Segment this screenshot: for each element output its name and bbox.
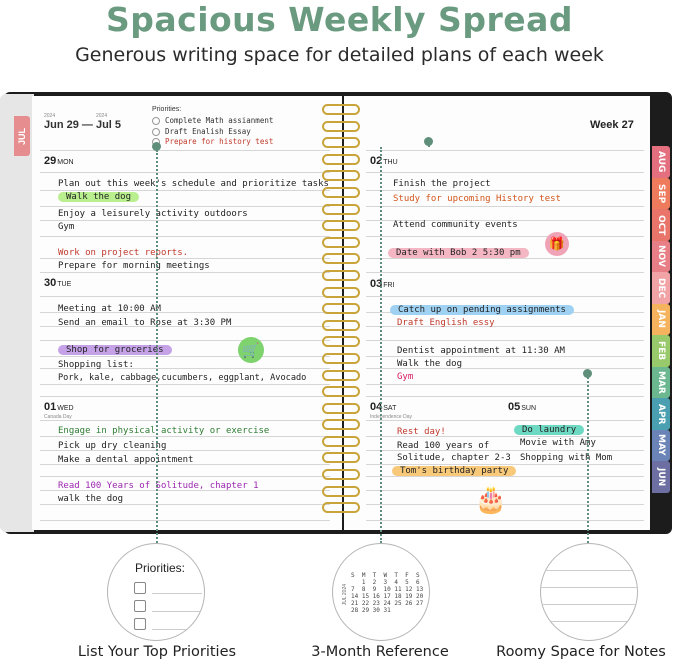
holiday-note: Independence Day: [370, 414, 412, 420]
priority-item[interactable]: Prepare for history test: [152, 137, 273, 146]
ruled-line: [40, 504, 330, 505]
day-label-thu: 02THU: [370, 155, 398, 167]
checkbox-icon: [134, 582, 146, 594]
entry: Send an email to Rose at 3:30 PM: [58, 318, 232, 328]
month-tab-may[interactable]: MAY: [652, 430, 670, 462]
spiral-ring: [322, 370, 360, 381]
priorities-title: Priorities:: [152, 106, 182, 113]
entry: Plan out this week's schedule and prioritize tasks: [58, 179, 329, 189]
entry: Gym: [397, 372, 414, 382]
ruled-line: [40, 420, 330, 421]
entry: walk the dog: [58, 494, 124, 504]
month-tab-oct[interactable]: OCT: [652, 209, 670, 241]
ruled-line: [40, 436, 330, 437]
spiral-ring: [322, 121, 360, 132]
entry: Tom's birthday party: [392, 466, 516, 476]
entry: Meeting at 10:00 AM: [58, 304, 161, 314]
ruled-line: [40, 206, 330, 207]
entry: Dentist appointment at 11:30 AM: [397, 346, 565, 356]
zoom-calendar: [332, 543, 430, 641]
zoom-priorities: [107, 543, 205, 641]
spiral-binding: [322, 104, 362, 524]
ruled-line: [40, 150, 330, 151]
month-tab-sep[interactable]: SEP: [652, 178, 670, 210]
gift-icon: 🎁: [545, 232, 569, 256]
month-tab-aug[interactable]: AUG: [652, 146, 670, 178]
entry: Do laundry: [514, 425, 584, 435]
ruled-line: [40, 340, 330, 341]
shopping-cart-icon: 🛒: [238, 337, 264, 363]
year-small: 2024: [44, 113, 56, 119]
zoom-notes: [540, 543, 638, 641]
spiral-ring: [322, 270, 360, 281]
ruled-line: [366, 150, 644, 151]
month-tabs: [652, 146, 670, 493]
ruled-line: [366, 384, 644, 385]
ruled-line: [40, 172, 330, 173]
writing-line: [152, 629, 202, 630]
entry: Pork, kale, cabbage,cucumbers, eggplant, Avocado: [58, 373, 307, 383]
entry: Enjoy a leisurely activity outdoors: [58, 209, 248, 219]
checkbox-icon[interactable]: [152, 117, 160, 125]
month-tab-jan[interactable]: JAN: [652, 304, 670, 336]
entry: Finish the project: [393, 179, 491, 189]
ruled-line: [40, 384, 330, 385]
day-label-sun: 05SUN: [508, 401, 537, 413]
callout-line: [587, 377, 589, 543]
entry: Draft English essy: [397, 318, 495, 328]
month-tab-apr[interactable]: APR: [652, 398, 670, 430]
ruled-line: [40, 296, 330, 297]
month-tab-dec[interactable]: DEC: [652, 272, 670, 304]
page-title: Spacious Weekly Spread: [105, 0, 573, 39]
callout-line: [380, 147, 382, 543]
ruled-line: [366, 206, 644, 207]
spiral-ring: [322, 386, 360, 397]
writing-line: [541, 587, 638, 588]
entry: Shop for groceries: [58, 345, 172, 355]
writing-line: [541, 570, 638, 571]
entry: Read 100 years of: [397, 441, 490, 451]
entry: Read 100 Years of Solitude, chapter 1: [58, 481, 259, 491]
day-label-tue: 30TUE: [44, 277, 72, 289]
zoom-calendar-grid: S M T W T F S 1 2 3 4 5 6 7 8 9 10 11 12 13 14 15 16 17 18 19 20 21 22 23 24 25 26 27 28 29 30 31: [351, 572, 424, 614]
month-tab-nov[interactable]: NOV: [652, 241, 670, 273]
entry: Catch up on pending assignments: [390, 305, 574, 315]
feature-label: Roomy Space for Notes: [496, 644, 666, 660]
day-label-wed: 01WED: [44, 401, 74, 413]
priority-item[interactable]: Draft Enalish Essay: [152, 127, 251, 136]
checkbox-icon[interactable]: [152, 128, 160, 136]
spiral-ring: [322, 303, 360, 314]
ruled-line: [40, 476, 330, 477]
ruled-line: [366, 272, 644, 273]
entry: Shopping with Mom: [520, 453, 613, 463]
ruled-line: [366, 340, 644, 341]
spiral-ring: [322, 237, 360, 248]
entry: Solitude, chapter 2-3: [397, 453, 511, 463]
week-number: Week 27: [590, 119, 634, 131]
entry: Walk the dog: [397, 359, 463, 369]
ruled-line: [366, 356, 644, 357]
writing-line: [152, 611, 202, 612]
writing-line: [541, 604, 638, 605]
ruled-line: [40, 272, 330, 273]
day-label-mon: 29MON: [44, 155, 74, 167]
ruled-line: [366, 476, 644, 477]
ruled-line: [366, 258, 644, 259]
ruled-line: [366, 464, 644, 465]
spiral-ring: [322, 320, 360, 331]
entry: Walk the dog: [58, 192, 139, 202]
entry: Prepare for morning meetings: [58, 261, 210, 271]
spiral-ring: [322, 204, 360, 215]
ruled-line: [366, 420, 644, 421]
feature-label: 3-Month Reference: [311, 644, 449, 660]
spiral-ring: [322, 469, 360, 480]
entry: Study for upcoming History test: [393, 194, 561, 204]
month-tab-feb[interactable]: FEB: [652, 335, 670, 367]
month-tab-mar[interactable]: MAR: [652, 367, 670, 399]
checkbox-icon: [134, 600, 146, 612]
entry: Gym: [58, 222, 75, 232]
priority-item[interactable]: Complete Math assianment: [152, 116, 273, 125]
ruled-line: [366, 190, 644, 191]
spiral-ring: [322, 486, 360, 497]
entry: Work on project reports.: [58, 248, 189, 258]
writing-line: [152, 593, 202, 594]
checkbox-icon: [134, 618, 146, 630]
month-tab-jun[interactable]: JUN: [652, 461, 670, 493]
mini-calendar: [478, 108, 530, 140]
ruled-line: [40, 396, 330, 397]
ruled-line: [40, 236, 330, 237]
month-tab-jul[interactable]: JUL: [14, 116, 30, 156]
spiral-ring: [322, 452, 360, 463]
entry: Date with Bob 2 5:30 pm: [388, 248, 529, 258]
callout-line: [428, 145, 430, 147]
holiday-note: Canada Day: [44, 414, 72, 420]
entry: Shopping list:: [58, 360, 134, 370]
ruled-line: [366, 236, 644, 237]
ruled-line: [366, 296, 644, 297]
year-small: 2024: [96, 113, 108, 119]
mini-calendar: [370, 108, 422, 140]
planner-cover-flap: [0, 94, 34, 532]
spiral-ring: [322, 137, 360, 148]
day-label-fri: 03FRI: [370, 278, 395, 290]
entry: Rest day!: [397, 427, 446, 437]
ruled-line: [366, 172, 644, 173]
ruled-line: [40, 356, 330, 357]
spiral-ring: [322, 419, 360, 430]
ruled-line: [40, 220, 330, 221]
spiral-ring: [322, 353, 360, 364]
entry: Attend community events: [393, 220, 518, 230]
spiral-ring: [322, 403, 360, 414]
feature-label: List Your Top Priorities: [77, 644, 237, 660]
spiral-ring: [322, 154, 360, 165]
ruled-line: [40, 520, 330, 521]
ruled-line: [40, 190, 330, 191]
spiral-ring: [322, 287, 360, 298]
entry: Engage in physical activity or exercise: [58, 426, 270, 436]
week-range: Jun 29 — Jul 5: [44, 119, 122, 131]
zoom-calendar-month: JUL 2024: [342, 584, 348, 606]
spiral-ring: [322, 336, 360, 347]
ruled-line: [366, 396, 644, 397]
writing-line: [541, 621, 638, 622]
entry: Movie with Amy: [520, 438, 596, 448]
entry: Make a dental appointment: [58, 455, 194, 465]
spiral-ring: [322, 220, 360, 231]
spiral-ring: [322, 104, 360, 115]
spiral-ring: [322, 502, 360, 513]
ruled-line: [40, 258, 330, 259]
mini-calendar: [424, 108, 476, 140]
callout-line: [156, 150, 158, 543]
day-label-sat: 04SAT: [370, 401, 397, 413]
spiral-ring: [322, 436, 360, 447]
birthday-cake-icon: 🎂: [474, 484, 508, 514]
zoom-priorities-title: Priorities:: [135, 561, 186, 575]
ruled-line: [366, 520, 644, 521]
entry: Pick up dry cleaning: [58, 441, 167, 451]
spiral-ring: [322, 253, 360, 264]
page-subtitle: Generous writing space for detailed plans of each week: [75, 44, 604, 66]
